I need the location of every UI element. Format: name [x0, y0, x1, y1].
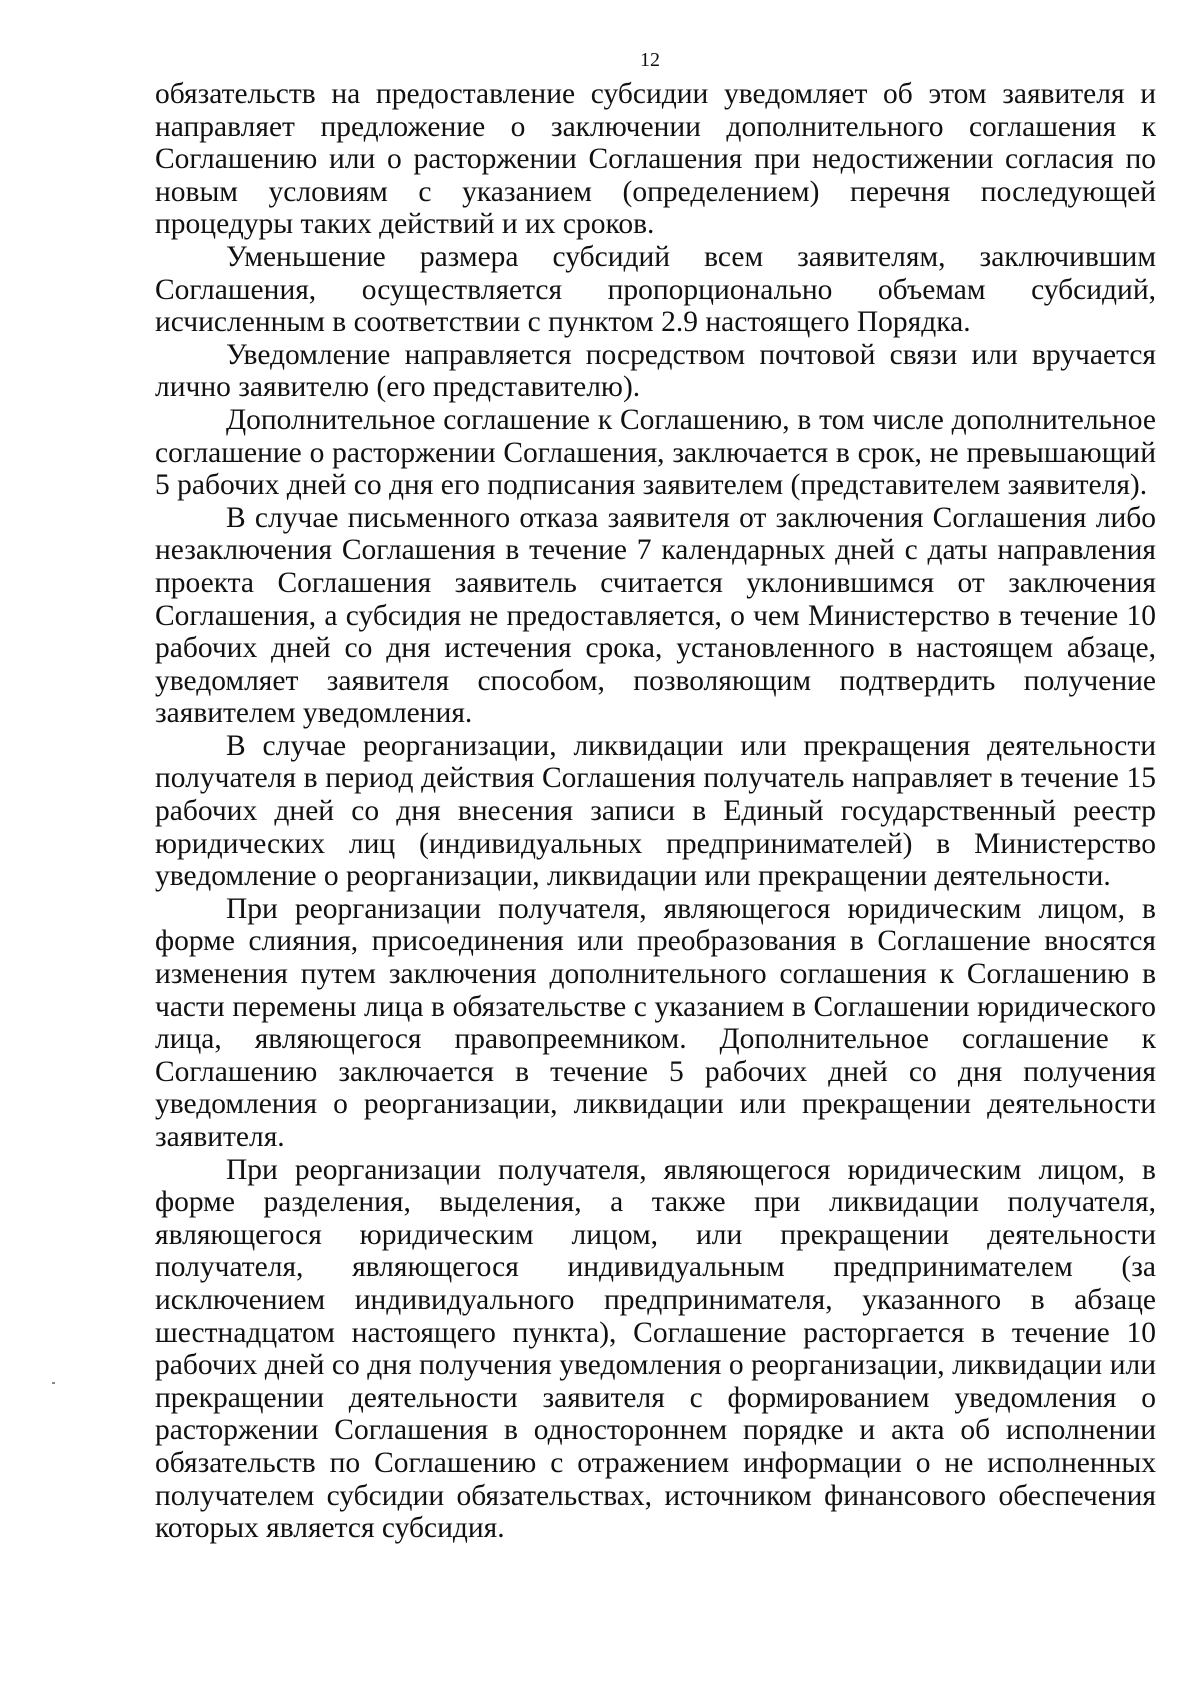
paragraph-reorganization-division: При реорганизации получателя, являющегося юридическим лицом, в форме разделения, выделения, а также при ликвидации получателя, являющегося юридическим лицом, или прекращении деятельности получателя, являющегося индивидуальным предпринимателем (за исключением индивидуального предпринимателя, указанного в абзаце шестнадцатом настоящего пункта), Соглашение расторгается в течение 10 рабочих дней со дня получения уведомления о реорганизации, ликвидации или прекращении деятельности заявителя с формированием уведомления о расторжении Соглашения в одностороннем порядке и акта об исполнении обязательств по Соглашению с отражением информации о не исполненных получателем субсидии обязательствах, источником финансового обеспечения которых является субсидия.	[155, 1153, 1156, 1545]
paragraph-reorganization-merger: При реорганизации получателя, являющегося юридическим лицом, в форме слияния, присоединения или преобразования в Соглашение вносятся изменения путем заключения дополнительного соглашения к Соглашению в части перемены лица в обязательстве с указанием в Соглашении юридического лица, являющегося правопреемником. Дополнительное соглашение к Соглашению заключается в течение 5 рабочих дней со дня получения уведомления о реорганизации, ликвидации или прекращении деятельности заявителя.	[155, 892, 1156, 1153]
paragraph-continuation: обязательств на предоставление субсидии уведомляет об этом заявителя и направляет предложение о заключении дополнительного соглашения к Соглашению или о расторжении Соглашения при недостижении согласия по новым условиям с указанием (определением) перечня последующей процедуры таких действий и их сроков.	[155, 78, 1156, 241]
paragraph-reorganization-notice: В случае реорганизации, ликвидации или прекращения деятельности получателя в период действия Соглашения получатель направляет в течение 15 рабочих дней со дня внесения записи в Единый государственный реестр юридических лиц (индивидуальных предпринимателей) в Министерство уведомление о реорганизации, ликвидации или прекращении деятельности.	[155, 729, 1156, 893]
paragraph-notification-delivery: Уведомление направляется посредством почтовой связи или вручается лично заявителю (его представителю).	[155, 338, 1156, 404]
paragraph-refusal: В случае письменного отказа заявителя от заключения Соглашения либо незаключения Соглашения в течение 7 календарных дней с даты направления проекта Соглашения заявитель считается уклонившимся от заключения Соглашения, а субсидия не предоставляется, о чем Министерство в течение 10 рабочих дней со дня истечения срока, установленного в настоящем абзаце, уведомляет заявителя способом, позволяющим подтвердить получение заявителем уведомления.	[155, 501, 1156, 730]
scan-speck	[52, 1382, 55, 1384]
paragraph-additional-agreement: Дополнительное соглашение к Соглашению, в том числе дополнительное соглашение о расторжении Соглашения, заключается в срок, не превышающий 5 рабочих дней со дня его подписания заявителем (представителем заявителя).	[155, 403, 1156, 502]
document-body	[155, 78, 1156, 1545]
page-number: 12	[640, 49, 660, 71]
paragraph-subsidy-reduction: Уменьшение размера субсидий всем заявителям, заключившим Соглашения, осуществляется пропорционально объемам субсидий, исчисленным в соответствии с пунктом 2.9 настоящего Порядка.	[155, 240, 1156, 339]
